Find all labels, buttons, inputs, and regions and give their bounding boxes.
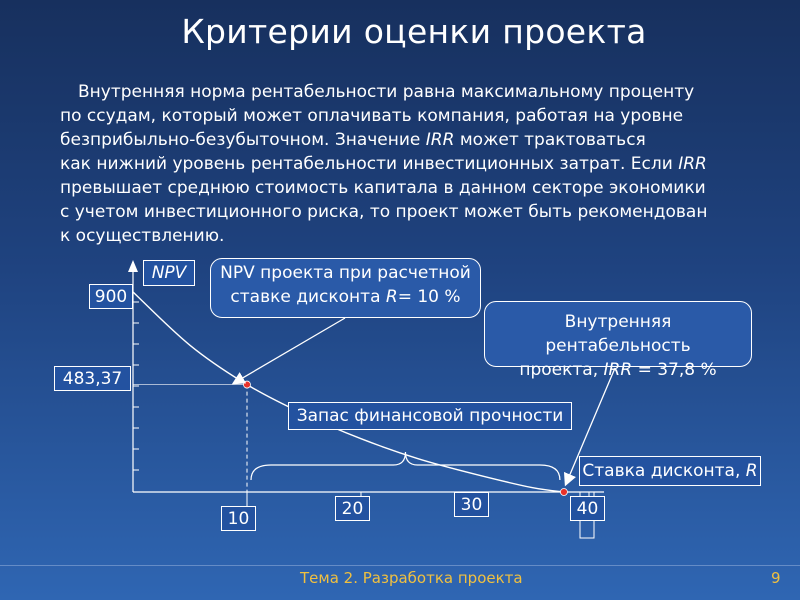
- safety-margin-label: Запас финансовой прочности: [288, 402, 572, 430]
- page-number: 9: [771, 569, 781, 587]
- paragraph-line: превышает среднюю стоимость капитала в данном секторе экономики: [60, 178, 706, 198]
- paragraph-line: к осуществлению.: [60, 226, 225, 246]
- npv-point-r10: [244, 381, 251, 388]
- footer-divider: [0, 565, 800, 566]
- paragraph-line: с учетом инвестиционного риска, то проект может быть рекомендован: [60, 202, 708, 222]
- paragraph-line: как нижний уровень рентабельности инвестиционных затрат. Если IRR: [60, 154, 707, 174]
- x-tick-label: 20: [335, 496, 370, 521]
- footer-topic: Тема 2. Разработка проекта: [300, 569, 523, 587]
- irr-callout: Внутренняя рентабельность проекта, IRR = 37,8 %: [484, 301, 752, 367]
- y-tick-label: 483,37: [54, 366, 131, 391]
- npv-callout-arrow: [234, 318, 345, 383]
- paragraph-line: Внутренняя норма рентабельности равна максимальному проценту: [78, 82, 695, 102]
- x-tick-label: 30: [454, 492, 489, 517]
- irr-point: [560, 489, 567, 496]
- x-tick-label: 10: [221, 506, 256, 531]
- safety-margin-brace: [251, 452, 560, 480]
- paragraph-line: по ссудам, который может оплачивать компания, работая на уровне: [60, 106, 684, 126]
- slide-title: Критерии оценки проекта: [181, 12, 647, 51]
- paragraph-line: безприбыльно-безубыточном. Значение IRR может трактоваться: [60, 130, 646, 150]
- x-tick-label: 40: [570, 496, 605, 521]
- x-axis-label: Ставка дисконта, R: [579, 456, 761, 486]
- y-tick-label: 900: [89, 284, 133, 309]
- npv-callout: NPV проекта при расчетной ставке дисконта R= 10 %: [210, 258, 481, 318]
- y-axis-arrow: [128, 260, 138, 272]
- y-axis-label: NPV: [143, 260, 195, 286]
